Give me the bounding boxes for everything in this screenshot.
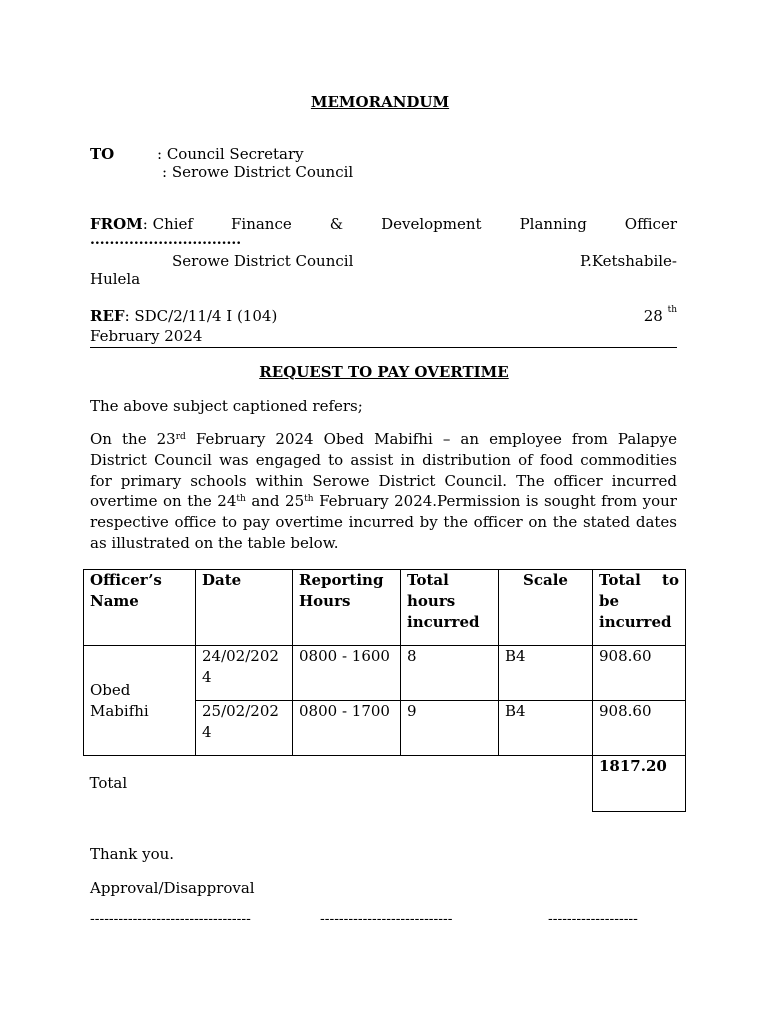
from-word-0: : Chief (142, 215, 193, 233)
signature-line-1: ---------------------------------- (90, 911, 251, 927)
header-divider (90, 347, 677, 348)
total-label: Total (89, 774, 128, 793)
from-word-1: Finance (230, 215, 292, 233)
para-sup-1: rd (175, 432, 186, 442)
header-total-incurred: Total to be incurred (593, 570, 686, 646)
ref-label: REF (90, 307, 125, 325)
overtime-table (83, 569, 686, 812)
total-value: 1817.20 (593, 756, 686, 812)
para-part-d: February 2024.Permission is sought from your respective office to pay overtime incurred by the officer on the stated dates as illustrated on the table below. (90, 492, 677, 552)
header-date: Date (196, 570, 293, 646)
row2-date: 25/02/2024 (196, 701, 293, 756)
approval-text: Approval/Disapproval (90, 879, 255, 897)
row1-hours: 0800 - 1600 (293, 646, 401, 701)
ref-line (90, 307, 277, 325)
para-part-c: and 25 (245, 492, 305, 511)
from-name-b: Hulela (90, 270, 141, 288)
row2-scale: B4 (499, 701, 593, 756)
total-row (84, 756, 686, 812)
memo-date-day (644, 307, 677, 325)
header-officer: Officer’s Name (84, 570, 196, 646)
memo-title: MEMORANDUM (310, 93, 450, 111)
from-line (90, 215, 677, 233)
para-part-a: On the 23 (90, 430, 176, 448)
from-name-a: P.Ketshabile- (580, 252, 677, 270)
memo-date-rest: February 2024 (90, 327, 203, 345)
intro-text: The above subject captioned refers; (90, 397, 363, 415)
from-word-4: Planning (519, 215, 587, 233)
subject-title: REQUEST TO PAY OVERTIME (259, 363, 509, 381)
row1-scale: B4 (499, 646, 593, 701)
body-paragraph (90, 429, 677, 554)
header-total-hours: Total hours incurred (401, 570, 499, 646)
row1-total-hours: 8 (401, 646, 499, 701)
from-word-5: Officer (624, 215, 677, 233)
row2-amount: 908.60 (593, 701, 686, 756)
row1-amount: 908.60 (593, 646, 686, 701)
row2-hours: 0800 - 1700 (293, 701, 401, 756)
from-word-2: & (329, 215, 344, 233)
row1-date: 24/02/2024 (196, 646, 293, 701)
table-header-row (84, 570, 686, 646)
to-line-1: : Council Secretary (157, 145, 304, 163)
officer-name: Obed Mabifhi (90, 680, 149, 720)
para-sup-3: th (304, 494, 314, 505)
header-reporting-hours: Reporting Hours (293, 570, 401, 646)
from-first (90, 215, 193, 233)
signature-line-3: ------------------- (548, 911, 638, 927)
ref-value: : SDC/2/11/4 I (104) (124, 307, 278, 325)
header-scale: Scale (499, 570, 593, 646)
to-line-2: : Serowe District Council (162, 163, 354, 181)
thanks-text: Thank you. (90, 845, 175, 863)
signature-line-2: ---------------------------- (320, 911, 453, 927)
officer-name-cell (84, 646, 196, 756)
from-dots: ............................... (90, 232, 242, 248)
row2-total-hours: 9 (401, 701, 499, 756)
table-row (84, 646, 686, 701)
para-sup-2: th (236, 494, 246, 505)
para-part-b: February 2024 Obed Mabifhi – an employee from Palapye District Council was engaged to assist in distribution of food commodities for primary schools within Serowe District Council. The officer incurred overtime on the 24 (90, 430, 677, 511)
date-sup: th (667, 305, 677, 315)
from-label: FROM (90, 215, 143, 233)
from-org: Serowe District Council (172, 252, 354, 270)
to-label: TO (90, 145, 115, 163)
from-word-3: Development (381, 215, 482, 233)
date-day: 28 (643, 307, 663, 325)
